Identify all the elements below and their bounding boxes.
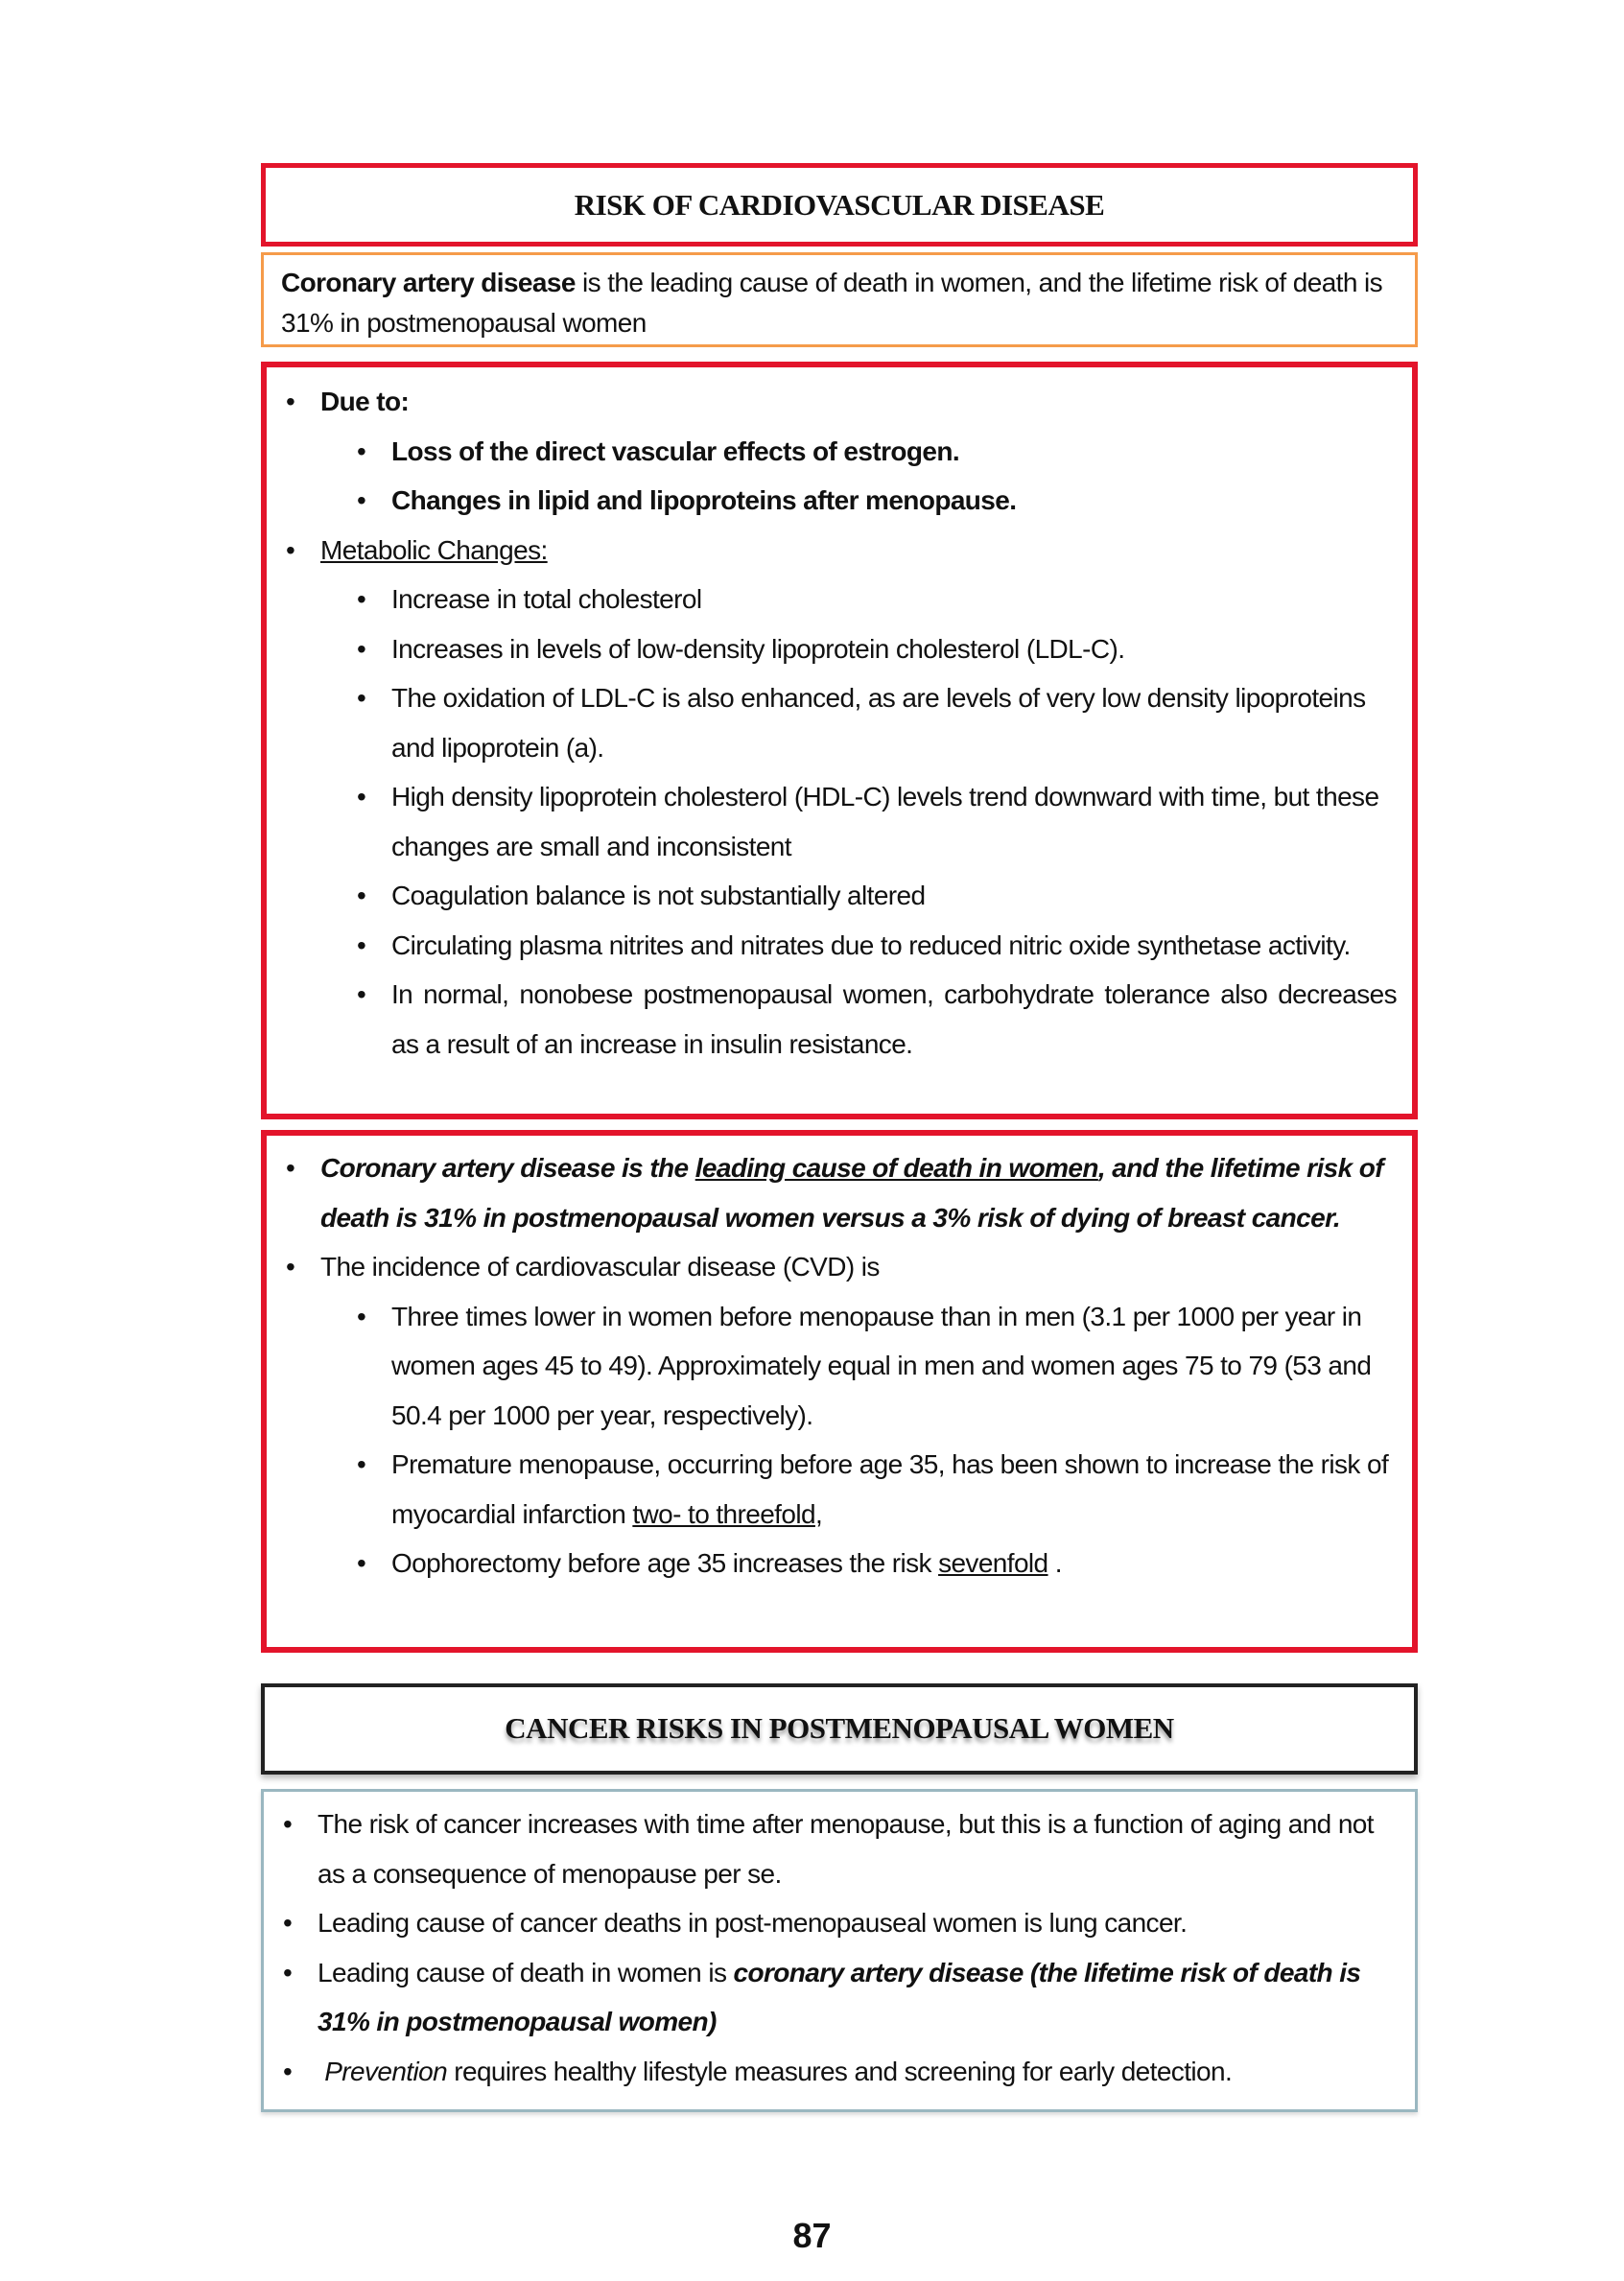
list-item bbox=[267, 1440, 1397, 1539]
cancer-title: CANCER RISKS IN POSTMENOPAUSAL WOMEN bbox=[261, 1683, 1418, 1775]
text: Leading cause of death in women is bbox=[318, 1957, 734, 1987]
text: , bbox=[814, 1498, 823, 1529]
underlined-text: two- to threefold bbox=[632, 1498, 815, 1529]
list-item: • Increase in total cholesterol bbox=[267, 575, 1397, 624]
cvd-causes-box bbox=[261, 362, 1418, 1119]
list-item bbox=[264, 1948, 1400, 2047]
text: . bbox=[1047, 1548, 1062, 1578]
list-item: • Three times lower in women before menopause than in men (3.1 per 1000 per year in women ages 45 to 49). Approximately equal in men and women ages 75 to 79 (53 and 50.4 per 1000 per year, respectively). bbox=[267, 1292, 1397, 1441]
emphasis-text: Prevention bbox=[324, 2056, 448, 2086]
list-item bbox=[267, 1539, 1397, 1588]
cad-text: , and the lifetime risk of death is 31% in postmenopausal women versus a 3% risk of dying of breast cancer. bbox=[320, 1153, 1383, 1233]
list-item bbox=[267, 427, 1397, 477]
list-item bbox=[267, 476, 1397, 526]
intro-bold: Coronary artery disease bbox=[281, 268, 576, 297]
metabolic-label: Metabolic Changes: bbox=[320, 534, 548, 565]
text: Oophorectomy before age 35 increases the risk bbox=[391, 1548, 939, 1578]
list-item bbox=[264, 2047, 1400, 2097]
list-item: • Leading cause of cancer deaths in post-menopauseal women is lung cancer. bbox=[264, 1898, 1400, 1948]
intro-text: is the leading cause of death in women, and the lifetime risk of death is 31% in postmenopausal women bbox=[281, 268, 1383, 338]
cad-text: Coronary artery disease is the bbox=[320, 1153, 695, 1183]
list-item: • The incidence of cardiovascular disease (CVD) is bbox=[267, 1242, 1397, 1292]
due-item: Loss of the direct vascular effects of estrogen. bbox=[391, 435, 960, 466]
emphasis-text: coronary artery disease (the lifetime risk of death is 31% in postmenopausal women) bbox=[318, 1957, 1361, 2036]
list-item: • Increases in levels of low-density lipoprotein cholesterol (LDL-C). bbox=[267, 624, 1397, 674]
cvd-incidence-box bbox=[261, 1130, 1418, 1653]
underlined-text: sevenfold bbox=[938, 1548, 1048, 1578]
text: requires healthy lifestyle measures and screening for early detection. bbox=[447, 2056, 1233, 2086]
due-to-label: Due to: bbox=[320, 387, 410, 416]
list-item: • High density lipoprotein cholesterol (HDL-C) levels trend downward with time, but these changes are small and inconsistent bbox=[267, 772, 1397, 871]
cvd-intro bbox=[261, 252, 1418, 347]
list-item: • In normal, nonobese postmenopausal women, carbohydrate tolerance also decreases as a result of an increase in insulin resistance. bbox=[267, 970, 1397, 1069]
cad-underlined: leading cause of death in women bbox=[694, 1153, 1098, 1183]
cvd-title: RISK OF CARDIOVASCULAR DISEASE bbox=[261, 163, 1418, 247]
due-item: Changes in lipid and lipoproteins after menopause. bbox=[391, 485, 1017, 515]
list-item bbox=[267, 377, 1397, 427]
list-item bbox=[267, 1143, 1397, 1242]
cancer-box bbox=[261, 1789, 1418, 2112]
list-item: • Circulating plasma nitrites and nitrates due to reduced nitric oxide synthetase activity. bbox=[267, 921, 1397, 971]
list-item: • The risk of cancer increases with time after menopause, but this is a function of aging and not as a consequence of menopause per se. bbox=[264, 1799, 1400, 1898]
list-item: • Coagulation balance is not substantially altered bbox=[267, 871, 1397, 921]
text: Premature menopause, occurring before age 35, has been shown to increase the risk of myocardial infarction bbox=[391, 1449, 1389, 1529]
page-number: 87 bbox=[792, 2216, 832, 2255]
list-item: • The oxidation of LDL-C is also enhanced, as are levels of very low density lipoproteins and lipoprotein (a). bbox=[267, 673, 1397, 772]
list-item bbox=[267, 526, 1397, 576]
